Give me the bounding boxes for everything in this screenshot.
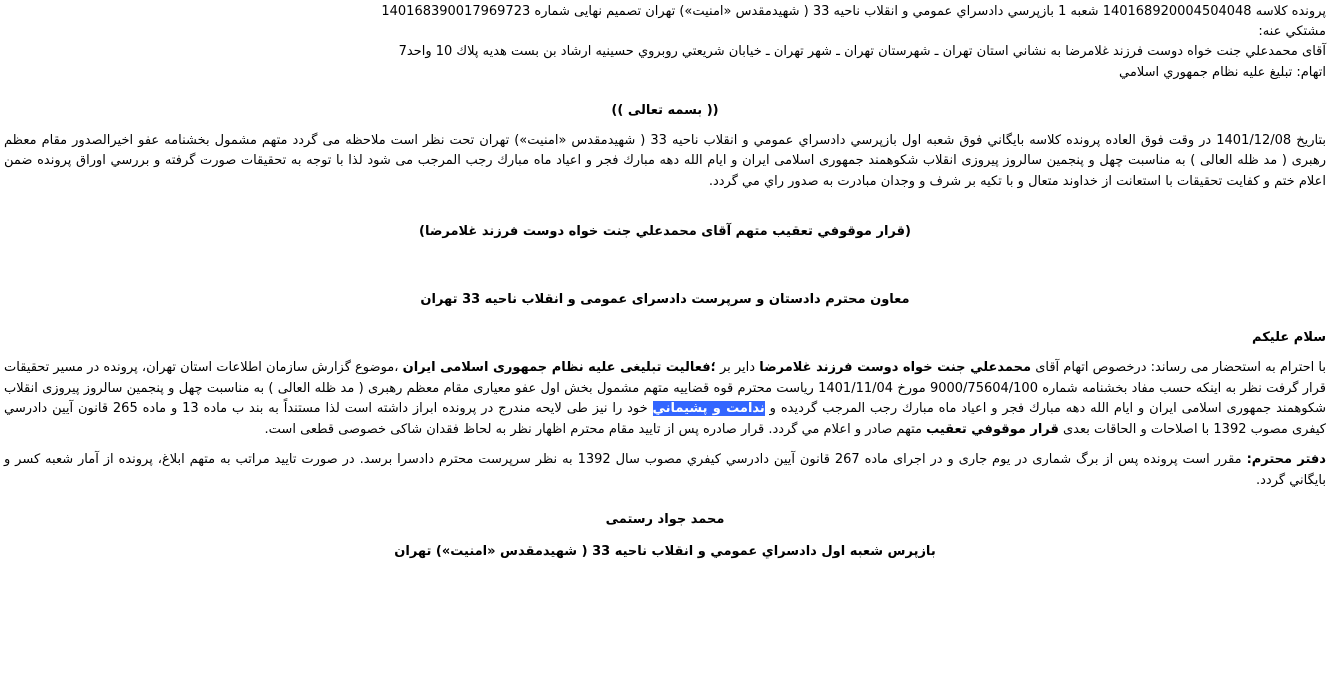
signature-block (4, 509, 1326, 563)
report-paragraph (4, 358, 1326, 440)
report-text-2: داير بر (715, 360, 760, 375)
spacer-after-decision-title-2 (4, 272, 1326, 290)
report-text-4: خود را نيز طی لايحه مندرج در پرونده ابراز داشته است لذا مستنداً به بند ب ماده 13 و ماده 265 قانون آيين دادرسي كيفری مصوب 1392 با اصلاحات و الحاقات بعدی (4, 401, 1326, 437)
report-order-text: قرار موقوفي تعقيب (926, 421, 1059, 437)
report-text-3: ،موضوع گزارش سازمان اطلاعات استان تهران، پرونده در مسير تحقيقات قرار گرفت نظر به اينكه حسب مفاد بخشنامه شماره 9000/75604/100 مورخ 1401/11/04 رياست محترم قوه قضاييه متهم مشمول بخش اول عفو معياری مقام معظم رهبری ( مد ظله العالی ) به مناسبت چهل و پنجمين سالروز پيروزی انقلاب شكوهمند جمهوری اسلامی ايران و ايام الله دهه مبارك فجر و اعياد ماه مبارك رجب المرجب گرديده و (4, 360, 1326, 416)
spacer-after-report (4, 440, 1326, 450)
spacer-after-decision-title (4, 242, 1326, 272)
accused-address-line: آقای محمدعلي جنت خواه دوست فرزند غلامرضا به نشاني استان تهران ـ شهرستان تهران ـ شهر تهران ـ خيابان شريعتي روبروي حسينيه ارشاد بن بست هديه پلاك 10 واحد7 (398, 44, 1326, 59)
addressee-line: معاون محترم دادستان و سرپرست دادسرای عمومی و انقلاب ناحيه 33 تهران (420, 292, 910, 307)
office-text: مقرر است پرونده پس از برگ شماری در يوم جاری و در اجرای ماده 267 قانون آيين دادرسي كيفري مصوب سال 1392 به نظر سرپرست محترم دادسرا برسد. در صورت تاييد مراتب به متهم ابلاغ، پرونده از آمار شعبه كسر و بايگاني گردد. (4, 452, 1326, 488)
report-accused-name: محمدعلي جنت خواه دوست فرزند غلامرضا (759, 360, 1032, 375)
office-instruction-paragraph (4, 450, 1326, 491)
salutation-line: سلام عليكم (1252, 330, 1326, 345)
spacer-after-header (4, 83, 1326, 101)
charge-line: اتهام: تبليغ عليه نظام جمهوري اسلامي (1119, 64, 1326, 80)
spacer-after-addressee (4, 310, 1326, 328)
office-label: دفتر محترم: (1246, 452, 1326, 467)
report-charge-text: ؛فعاليت تبليغی عليه نظام جمهوری اسلامی ايران (402, 360, 716, 375)
spacer-before-signature (4, 491, 1326, 509)
case-header-line: پرونده كلاسه 140168920004504048 شعبه 1 بازپرسي دادسراي عمومي و انقلاب ناحيه 33 ( شهيدمقدس «امنيت») تهران تصميم نهايی شماره 140168390017969723 (381, 4, 1326, 19)
report-text-5: متهم صادر و اعلام مي گردد. قرار صادره پس از تاييد مقام محترم اظهار نظر به لحاظ فقدان شاكی خصوصی قطعی است. (264, 421, 927, 437)
signer-name: محمد جواد رستمی (605, 512, 725, 527)
spacer-after-invocation (4, 121, 1326, 131)
invocation-heading: (( بسمه تعالی )) (611, 102, 719, 118)
accused-label: مشتكي عنه: (1258, 24, 1326, 39)
signer-title: بازپرس شعبه اول دادسراي عمومي و انقلاب ناحيه 33 ( شهيدمقدس «امنيت») تهران (394, 544, 936, 559)
spacer-after-body-1 (4, 192, 1326, 222)
decision-title: (قرار موقوفي تعقيب متهم آقای محمدعلي جنت خواه دوست فرزند غلامرضا) (419, 224, 911, 239)
body-paragraph-1: بتاريخ 1401/12/08 در وقت فوق العاده پرونده كلاسه بايگاني فوق شعبه اول بازپرسي دادسراي عمومي و انقلاب ناحيه 33 ( شهيدمقدس «امنيت») تهران تحت نظر است ملاحظه می گردد متهم مشمول بخشنامه عفو اخيرالصدور مقام معظم رهبری ( مد ظله العالی ) به مناسبت چهل و پنجمين سالروز پيروزی انقلاب شكوهمند جمهوری اسلامی ايران و ايام الله دهه مبارك فجر و اعياد ماه مبارك رجب المرجب می شود لذا با توجه به تحقيقات صورت گرفته و بررسي اوراق پرونده ضمن اعلام ختم و كفايت تحقيقات با استعانت از خداوند متعال و با تكيه بر شرف و وجدان مبادرت به صدور راي مي گردد. (4, 132, 1327, 189)
report-text-1: با احترام به استحضار می رساند: درخصوص اتهام آقای (1031, 360, 1326, 375)
highlighted-phrase: ندامت و پشيماني (652, 401, 765, 416)
spacer-between-signature-lines (4, 531, 1326, 541)
spacer-after-salutation (4, 348, 1326, 358)
